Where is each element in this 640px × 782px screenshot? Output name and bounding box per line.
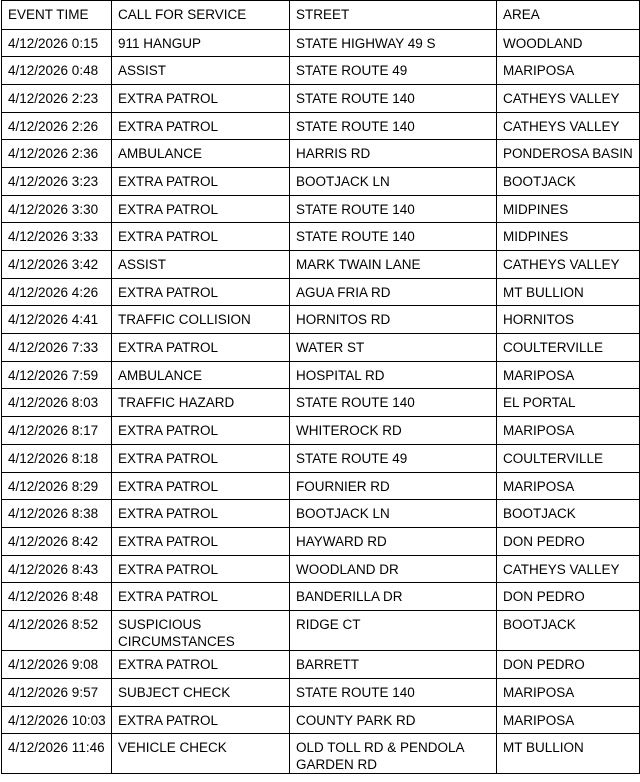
street-cell: WHITEROCK RD [290,417,497,445]
area-cell: DON PEDRO [497,651,640,679]
table-row [2,167,640,195]
event-time-cell: 4/12/2026 8:48 [2,583,112,611]
table-row [2,223,640,251]
call-for-service-cell: SUSPICIOUS CIRCUMSTANCES [112,610,290,650]
street-cell: AGUA FRIA RD [290,278,497,306]
table-row [2,361,640,389]
table-row [2,583,640,611]
street-cell: HAYWARD RD [290,527,497,555]
table-row [2,29,640,57]
call-for-service-cell: TRAFFIC HAZARD [112,389,290,417]
call-for-service-cell: EXTRA PATROL [112,651,290,679]
area-cell: MT BULLION [497,278,640,306]
call-for-service-cell: EXTRA PATROL [112,555,290,583]
area-cell: CATHEYS VALLEY [497,112,640,140]
table-row [2,334,640,362]
area-cell: COULTERVILLE [497,444,640,472]
street-cell: BANDERILLA DR [290,583,497,611]
call-for-service-cell: EXTRA PATROL [112,583,290,611]
call-for-service-cell: EXTRA PATROL [112,195,290,223]
street-cell: COUNTY PARK RD [290,706,497,734]
event-time-cell: 4/12/2026 2:26 [2,112,112,140]
table-row [2,651,640,679]
event-time-cell: 4/12/2026 4:41 [2,306,112,334]
table-row [2,444,640,472]
table-row [2,678,640,706]
call-for-service-cell: 911 HANGUP [112,29,290,57]
call-for-service-cell: EXTRA PATROL [112,84,290,112]
street-cell: RIDGE CT [290,610,497,650]
area-cell: WOODLAND [497,29,640,57]
call-for-service-cell: EXTRA PATROL [112,472,290,500]
area-cell: DON PEDRO [497,527,640,555]
area-cell: EL PORTAL [497,389,640,417]
header-call-for-service: CALL FOR SERVICE [112,1,290,30]
street-cell: STATE ROUTE 140 [290,195,497,223]
street-cell: STATE ROUTE 140 [290,678,497,706]
street-cell: STATE ROUTE 140 [290,112,497,140]
street-cell: STATE ROUTE 140 [290,84,497,112]
event-time-cell: 4/12/2026 8:29 [2,472,112,500]
event-time-cell: 4/12/2026 3:33 [2,223,112,251]
table-row [2,251,640,279]
table-row [2,706,640,734]
event-time-cell: 4/12/2026 3:30 [2,195,112,223]
street-cell: STATE ROUTE 140 [290,223,497,251]
street-cell: STATE HIGHWAY 49 S [290,29,497,57]
area-cell: MARIPOSA [497,361,640,389]
event-time-cell: 4/12/2026 4:26 [2,278,112,306]
header-event-time: EVENT TIME [2,1,112,30]
street-cell: STATE ROUTE 140 [290,389,497,417]
area-cell: MIDPINES [497,223,640,251]
header-street: STREET [290,1,497,30]
street-cell: HARRIS RD [290,140,497,168]
area-cell: BOOTJACK [497,610,640,650]
street-cell: STATE ROUTE 49 [290,57,497,85]
table-row [2,195,640,223]
event-time-cell: 4/12/2026 8:43 [2,555,112,583]
area-cell: CATHEYS VALLEY [497,555,640,583]
street-cell: OLD TOLL RD & PENDOLA GARDEN RD [290,734,497,774]
area-cell: BOOTJACK [497,167,640,195]
event-time-cell: 4/12/2026 0:48 [2,57,112,85]
table-row [2,84,640,112]
call-for-service-cell: EXTRA PATROL [112,334,290,362]
table-row [2,527,640,555]
call-for-service-cell: EXTRA PATROL [112,444,290,472]
street-cell: WOODLAND DR [290,555,497,583]
street-cell: FOURNIER RD [290,472,497,500]
call-for-service-cell: TRAFFIC COLLISION [112,306,290,334]
street-cell: HOSPITAL RD [290,361,497,389]
table-row [2,389,640,417]
call-for-service-cell: EXTRA PATROL [112,223,290,251]
event-time-cell: 4/12/2026 8:38 [2,500,112,528]
table-row [2,555,640,583]
area-cell: MARIPOSA [497,706,640,734]
street-cell: BARRETT [290,651,497,679]
table-row [2,472,640,500]
event-time-cell: 4/12/2026 8:17 [2,417,112,445]
event-time-cell: 4/12/2026 9:57 [2,678,112,706]
call-for-service-cell: EXTRA PATROL [112,527,290,555]
street-cell: HORNITOS RD [290,306,497,334]
area-cell: MT BULLION [497,734,640,774]
call-for-service-cell: EXTRA PATROL [112,278,290,306]
area-cell: COULTERVILLE [497,334,640,362]
street-cell: WATER ST [290,334,497,362]
call-for-service-cell: EXTRA PATROL [112,500,290,528]
call-for-service-cell: ASSIST [112,251,290,279]
call-for-service-cell: EXTRA PATROL [112,706,290,734]
area-cell: MIDPINES [497,195,640,223]
area-cell: HORNITOS [497,306,640,334]
table-row [2,306,640,334]
call-for-service-cell: EXTRA PATROL [112,417,290,445]
event-time-cell: 4/12/2026 8:03 [2,389,112,417]
call-for-service-cell: SUBJECT CHECK [112,678,290,706]
event-time-cell: 4/12/2026 3:42 [2,251,112,279]
call-for-service-cell: VEHICLE CHECK [112,734,290,774]
area-cell: DON PEDRO [497,583,640,611]
table-row [2,57,640,85]
table-row [2,278,640,306]
header-area: AREA [497,1,640,30]
call-for-service-cell: AMBULANCE [112,361,290,389]
event-time-cell: 4/12/2026 8:42 [2,527,112,555]
calls-for-service-table [1,0,640,774]
area-cell: MARIPOSA [497,678,640,706]
table-row [2,500,640,528]
street-cell: MARK TWAIN LANE [290,251,497,279]
event-time-cell: 4/12/2026 9:08 [2,651,112,679]
street-cell: STATE ROUTE 49 [290,444,497,472]
event-time-cell: 4/12/2026 10:03 [2,706,112,734]
street-cell: BOOTJACK LN [290,167,497,195]
table-row [2,610,640,650]
table-row [2,140,640,168]
street-cell: BOOTJACK LN [290,500,497,528]
event-time-cell: 4/12/2026 3:23 [2,167,112,195]
area-cell: MARIPOSA [497,417,640,445]
table-row [2,112,640,140]
event-time-cell: 4/12/2026 8:18 [2,444,112,472]
area-cell: CATHEYS VALLEY [497,251,640,279]
call-for-service-cell: EXTRA PATROL [112,112,290,140]
table-row [2,417,640,445]
area-cell: CATHEYS VALLEY [497,84,640,112]
call-for-service-cell: EXTRA PATROL [112,167,290,195]
table-row [2,734,640,774]
event-time-cell: 4/12/2026 11:46 [2,734,112,774]
area-cell: MARIPOSA [497,472,640,500]
call-for-service-cell: ASSIST [112,57,290,85]
event-time-cell: 4/12/2026 2:23 [2,84,112,112]
area-cell: PONDEROSA BASIN [497,140,640,168]
event-time-cell: 4/12/2026 0:15 [2,29,112,57]
event-time-cell: 4/12/2026 7:33 [2,334,112,362]
area-cell: BOOTJACK [497,500,640,528]
event-time-cell: 4/12/2026 8:52 [2,610,112,650]
event-time-cell: 4/12/2026 2:36 [2,140,112,168]
event-time-cell: 4/12/2026 7:59 [2,361,112,389]
header-row [2,1,640,30]
area-cell: MARIPOSA [497,57,640,85]
call-for-service-cell: AMBULANCE [112,140,290,168]
